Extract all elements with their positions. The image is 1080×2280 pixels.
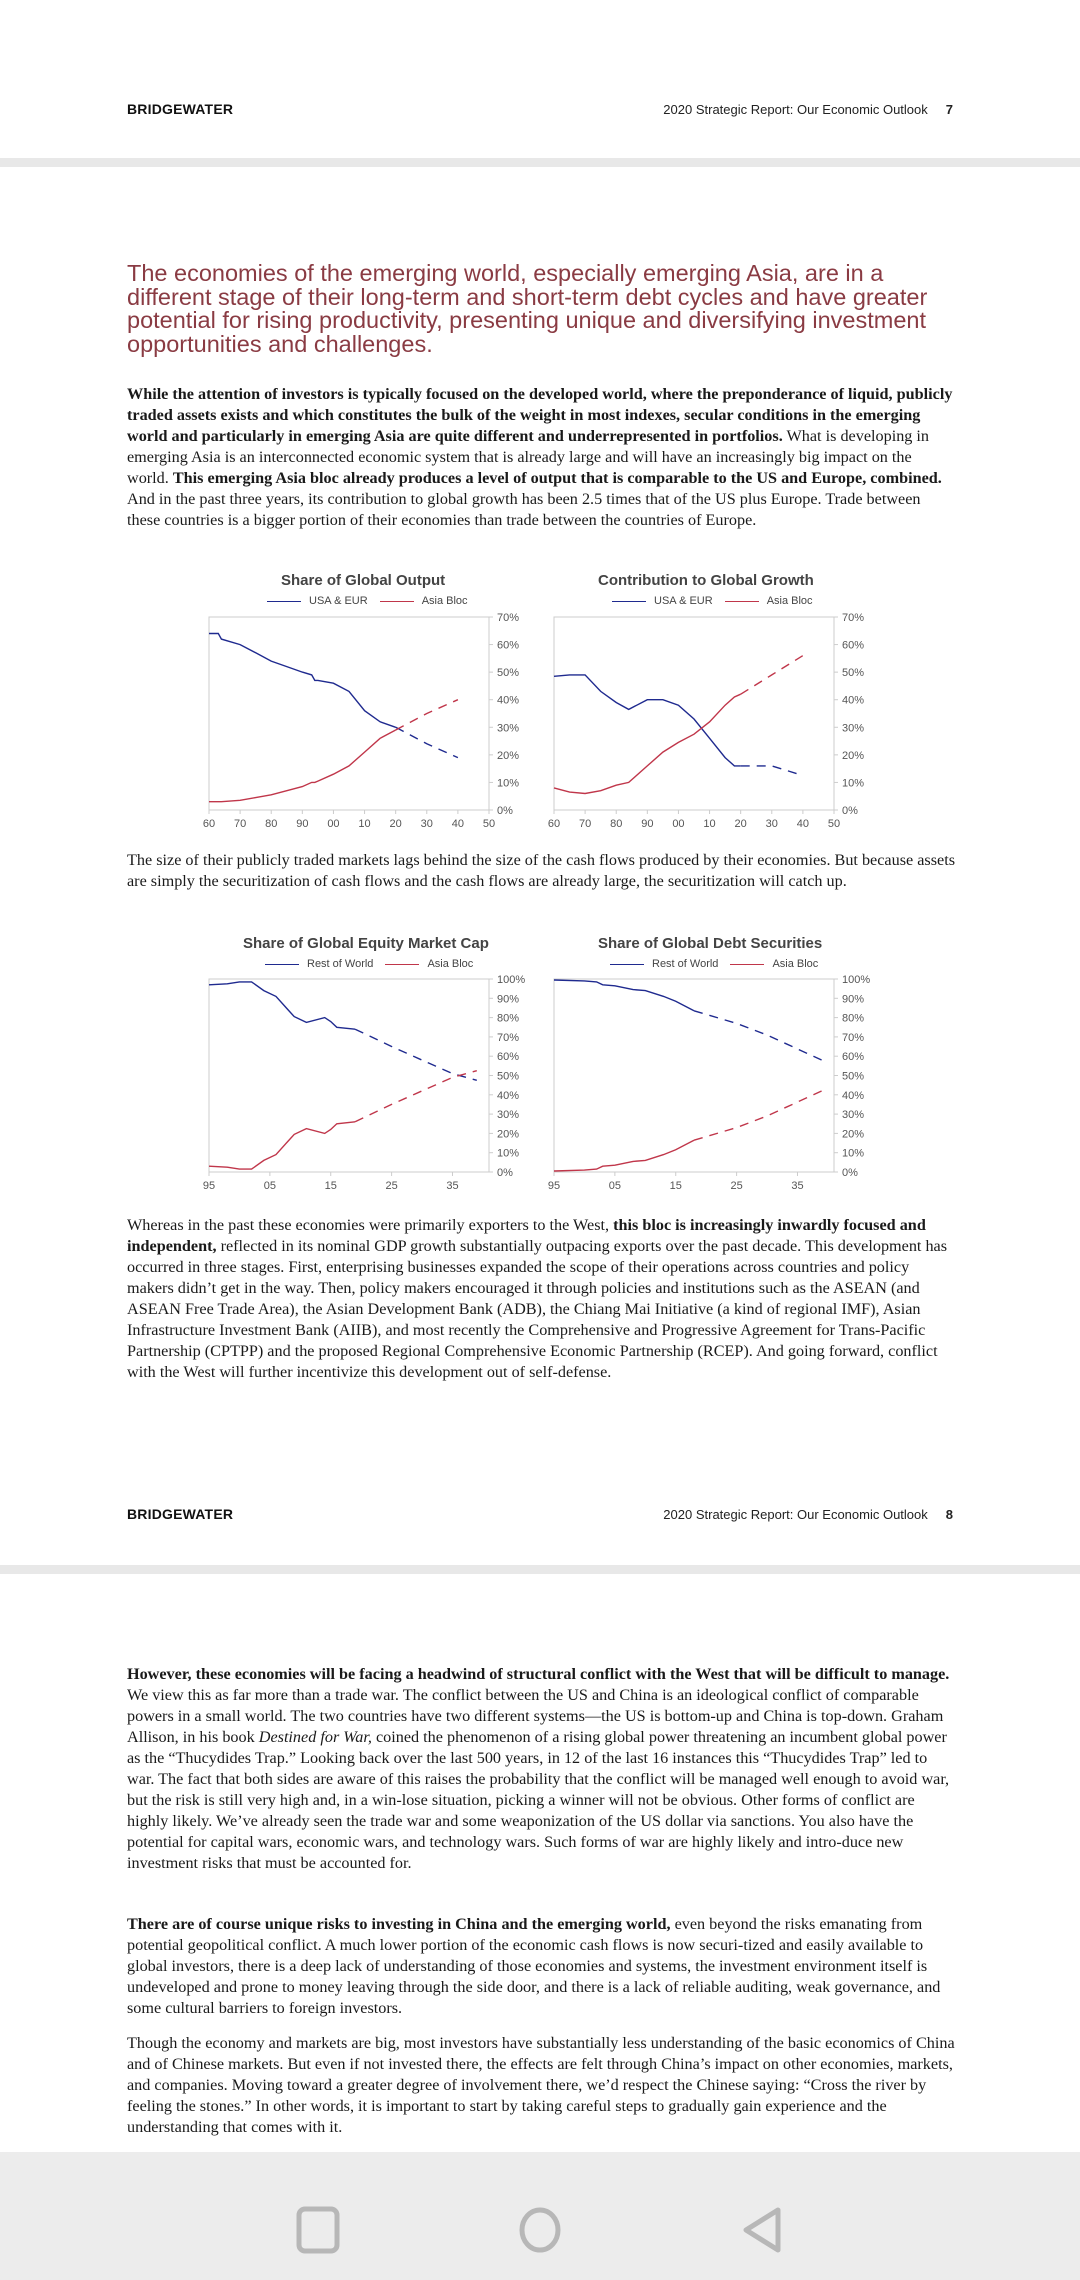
brand-logo: BRIDGEWATER — [127, 1506, 234, 1522]
svg-text:40%: 40% — [497, 694, 520, 707]
report-title — [663, 102, 953, 117]
svg-text:10%: 10% — [497, 777, 520, 790]
legend-label: USA & EUR — [654, 595, 713, 607]
svg-text:60%: 60% — [842, 1051, 865, 1064]
body-text: even beyond the risks emanating from potential geopolitical conflict. A much lower portion of the economic cash flows is now securi-tized and easily available to global investors, there is a deep lack of understanding of those economies and systems, the investment environment itself is undeveloped and prone to money leaving through the side door, and there is a lack of reliable auditing, weak governance, and some cultural barriers to foreign investors. — [127, 1915, 941, 2017]
legend-label: Asia Bloc — [427, 958, 474, 970]
svg-text:50%: 50% — [497, 667, 520, 680]
svg-text:60%: 60% — [497, 639, 520, 652]
body-paragraph: The size of their publicly traded markets lags behind the size of the cash flows produced by their economies. But because assets are simply the securitization of cash flows and the cash flows are already large, the securitization will catch up. — [127, 851, 956, 890]
report-title — [663, 1507, 953, 1522]
body-paragraph — [127, 1914, 957, 2019]
svg-text:80: 80 — [610, 818, 623, 830]
chart-title: Contribution to Global Growth — [598, 572, 814, 589]
svg-text:25: 25 — [385, 1180, 398, 1192]
legend-label: Asia Bloc — [421, 595, 468, 607]
page-header — [0, 1506, 1080, 1536]
svg-text:15: 15 — [669, 1180, 682, 1192]
svg-text:95: 95 — [547, 1180, 561, 1192]
legend-label: Asia Bloc — [766, 595, 813, 607]
svg-text:60%: 60% — [842, 639, 865, 652]
svg-text:25: 25 — [730, 1180, 743, 1192]
svg-text:50: 50 — [827, 818, 841, 830]
svg-text:15: 15 — [324, 1180, 337, 1192]
body-paragraph — [127, 1215, 957, 1383]
svg-text:60%: 60% — [497, 1051, 520, 1064]
svg-text:50: 50 — [482, 818, 496, 830]
body-paragraph: Though the economy and markets are big, most investors have substantially less understanding of the basic economics of China and of Chinese markets. But even if not invested there, the effects are felt through China’s impact on other economies, markets, and companies. Moving toward a greater degree of involvement there, we’d respect the Chinese saying: “Cross the river by feeling the stones.” In other words, it is important to start by taking careful steps to gradually gain experience and the understanding that comes with it. — [127, 2034, 955, 2136]
lead-paragraph: The economies of the emerging world, especially emerging Asia, are in a different stage of their long-term and short-term debt cycles and have greater potential for rising productivity, presenting unique and diversifying investment opportunities and challenges. — [127, 260, 928, 357]
svg-text:05: 05 — [608, 1180, 621, 1192]
svg-text:20: 20 — [734, 818, 747, 830]
svg-text:30%: 30% — [842, 722, 865, 735]
svg-text:100%: 100% — [842, 974, 871, 986]
svg-text:20: 20 — [389, 818, 402, 830]
chart-share-of-global-debt-securities — [540, 932, 885, 1197]
svg-text:80%: 80% — [497, 1012, 520, 1025]
android-navigation-bar — [0, 2152, 1080, 2280]
back-icon — [740, 2206, 784, 2254]
svg-text:70%: 70% — [842, 1031, 865, 1044]
svg-text:10%: 10% — [842, 777, 865, 790]
svg-text:50%: 50% — [497, 1070, 520, 1083]
page-header — [0, 101, 1080, 131]
legend-label: Rest of World — [652, 958, 719, 970]
svg-text:30%: 30% — [842, 1109, 865, 1122]
svg-text:80: 80 — [265, 818, 278, 830]
report-title-text: 2020 Strategic Report: Our Economic Outlook — [663, 1507, 928, 1522]
svg-text:05: 05 — [263, 1180, 276, 1192]
body-text: What is developing in emerging Asia is an interconnected economic system that is already large and will have an increasingly big impact on the world. — [127, 427, 930, 487]
page-number: 7 — [945, 102, 953, 117]
chart-plot — [540, 932, 885, 1197]
svg-text:90%: 90% — [497, 993, 520, 1006]
chart-title: Share of Global Output — [281, 572, 446, 589]
svg-text:70: 70 — [578, 818, 592, 830]
body-paragraph — [127, 1664, 957, 1874]
svg-text:50%: 50% — [842, 1070, 865, 1083]
home-button[interactable] — [518, 2206, 562, 2254]
svg-text:0%: 0% — [842, 1167, 858, 1179]
svg-text:100%: 100% — [497, 974, 526, 986]
bold-text: This emerging Asia bloc already produces a level of output that is comparable to the US and Europe, combined. — [172, 469, 942, 487]
svg-text:30: 30 — [420, 818, 433, 830]
legend-label: Rest of World — [307, 958, 374, 970]
recent-apps-button[interactable] — [296, 2206, 340, 2254]
svg-text:10: 10 — [703, 818, 716, 830]
brand-logo: BRIDGEWATER — [127, 101, 234, 117]
bold-text: However, these economies will be facing a headwind of structural conflict with the West that will be difficult to manage. — [127, 1665, 950, 1683]
svg-text:20%: 20% — [497, 1128, 520, 1141]
svg-text:35: 35 — [791, 1180, 804, 1192]
svg-text:30%: 30% — [497, 722, 520, 735]
svg-text:20%: 20% — [842, 749, 865, 762]
svg-text:20%: 20% — [842, 1128, 865, 1141]
svg-text:60: 60 — [547, 818, 561, 830]
svg-text:00: 00 — [327, 818, 340, 830]
svg-text:20%: 20% — [497, 749, 520, 762]
svg-text:40: 40 — [796, 818, 810, 830]
svg-text:40: 40 — [451, 818, 465, 830]
back-button[interactable] — [740, 2206, 784, 2254]
svg-text:90%: 90% — [842, 993, 865, 1006]
svg-text:90: 90 — [296, 818, 309, 830]
chart-share-of-global-output — [195, 570, 540, 835]
svg-text:70: 70 — [233, 818, 247, 830]
chart-plot — [540, 570, 885, 835]
chart-title: Share of Global Equity Market Cap — [243, 935, 489, 952]
svg-text:0%: 0% — [497, 1167, 513, 1179]
svg-text:95: 95 — [202, 1180, 216, 1192]
svg-text:70%: 70% — [842, 612, 865, 624]
body-text: And in the past three years, its contribution to global growth has been 2.5 times that of the US plus Europe. Trade between these countries is a bigger portion of their economies than trade between the countries of Europe. — [127, 490, 921, 529]
svg-text:40%: 40% — [842, 1089, 865, 1102]
chart-share-of-global-equity-market-cap — [195, 932, 540, 1197]
svg-text:80%: 80% — [842, 1012, 865, 1025]
page-separator — [0, 158, 1080, 167]
svg-text:40%: 40% — [497, 1089, 520, 1102]
svg-text:90: 90 — [641, 818, 654, 830]
body-text: reflected in its nominal GDP growth substantially outpacing exports over the past decade. This development has occurred in three stages. First, enterprising businesses expanded the scope of their operations across countries and policy makers didn’t get in the way. Then, policy makers encouraged it through policies and institutions such as the ASEAN (and ASEAN Free Trade Area), the Asian Development Bank (ADB), the Chiang Mai Initiative (a kind of regional IMF), Asian Infrastructure Investment Bank (AIIB), and most recently the Comprehensive and Progressive Agreement for Trans-Pacific Partnership (CPTPP) and the proposed Regional Comprehensive Economic Partnership (RCEP). And going forward, conflict with the West will further incentivize this development out of self-defense. — [127, 1237, 948, 1381]
svg-text:0%: 0% — [497, 805, 513, 817]
svg-text:30: 30 — [765, 818, 778, 830]
svg-text:70%: 70% — [497, 612, 520, 624]
italic-text: Destined for War, — [258, 1728, 372, 1746]
bold-text: this bloc is increasingly inwardly focused and independent, — [127, 1216, 926, 1255]
svg-text:70%: 70% — [497, 1031, 520, 1044]
bold-text: While the attention of investors is typically focused on the developed world, where the preponderance of liquid, publicly traded assets exists and which constitutes the bulk of the weight in most indexes, secular conditions in the emerging world and particularly in emerging Asia are quite different and underrepresented in portfolios. — [127, 385, 953, 445]
svg-text:0%: 0% — [842, 805, 858, 817]
svg-text:10%: 10% — [497, 1147, 520, 1160]
body-text: We view this as far more than a trade war. The conflict between the US and China is an ideological conflict of comparable powers in a small world. The two countries have two different systems—the US is bottom-up and China is top-down. Graham Allison, in his book — [127, 1686, 944, 1746]
svg-text:00: 00 — [672, 818, 685, 830]
svg-text:30%: 30% — [497, 1109, 520, 1122]
report-title-text: 2020 Strategic Report: Our Economic Outlook — [663, 102, 928, 117]
svg-text:50%: 50% — [842, 667, 865, 680]
body-text: coined the phenomenon of a rising global power threatening an incumbent global power as the “Thucydides Trap.” Looking back over the last 500 years, in 12 of the last 16 instances this “Thucydides Trap” led to war. The fact that both sides are aware of this raises the probability that the conflict will be managed well enough to avoid war, but the risk is still very high and, in a win-lose situation, picking a winner will not be obvious. Other forms of conflict are highly likely. We’ve already seen the trade war and some weaponization of the US dollar via sanctions. You also have the potential for capital wars, economic wars, and technology wars. Such forms of war are highly likely and intro-duce new investment risks that must be accounted for. — [127, 1728, 950, 1872]
legend-label: Asia Bloc — [772, 958, 819, 970]
chart-plot — [195, 570, 540, 835]
legend-label: USA & EUR — [309, 595, 368, 607]
svg-text:60: 60 — [202, 818, 216, 830]
body-paragraph — [127, 384, 957, 531]
svg-text:35: 35 — [446, 1180, 459, 1192]
chart-plot — [195, 932, 540, 1197]
svg-text:10%: 10% — [842, 1147, 865, 1160]
bold-text: There are of course unique risks to investing in China and the emerging world, — [127, 1915, 671, 1933]
home-icon — [518, 2206, 562, 2254]
body-text: Whereas in the past these economies were primarily exporters to the West, — [127, 1216, 614, 1234]
page-number: 8 — [945, 1507, 953, 1522]
chart-contribution-to-global-growth — [540, 570, 885, 835]
recent-apps-icon — [296, 2206, 340, 2254]
page-8 — [0, 1500, 1080, 2152]
page-separator — [0, 1565, 1080, 1574]
svg-text:40%: 40% — [842, 694, 865, 707]
chart-title: Share of Global Debt Securities — [598, 935, 823, 952]
svg-text:10: 10 — [358, 818, 371, 830]
